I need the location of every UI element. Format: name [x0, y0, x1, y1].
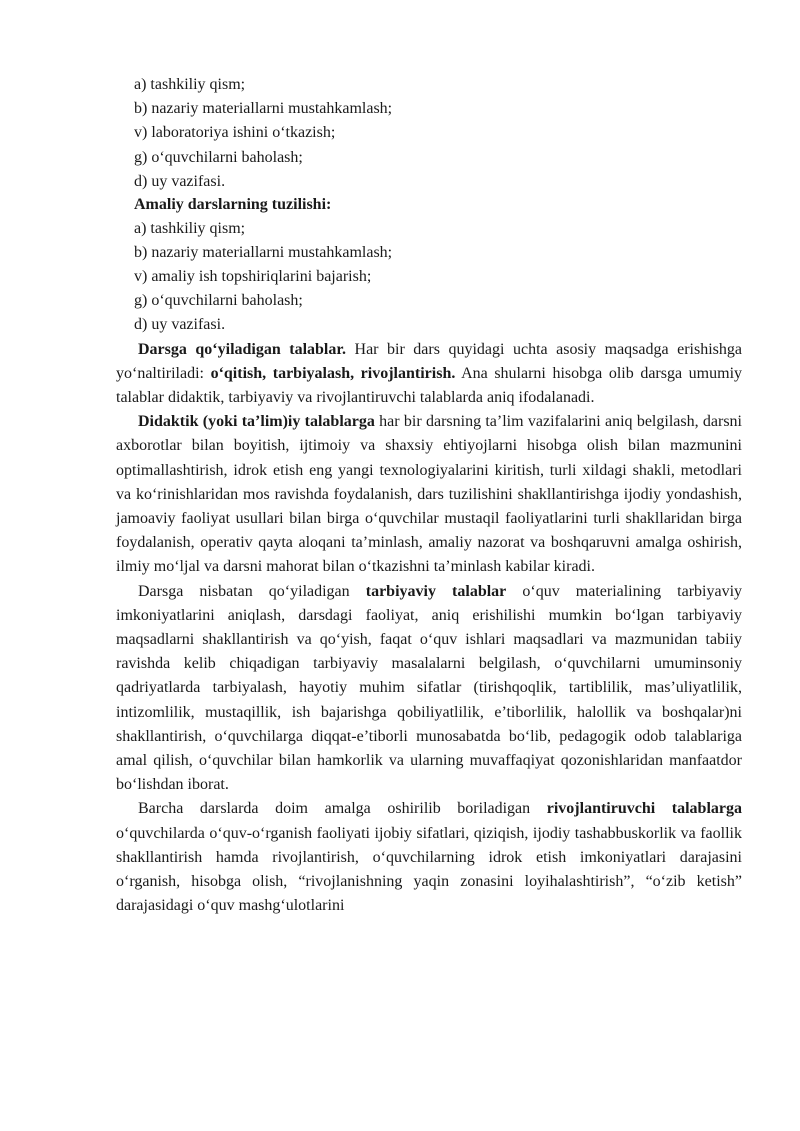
paragraph-text: Darsga nisbatan qo‘yiladigan — [138, 582, 366, 600]
bold-term: rivojlantiruvchi talablarga — [546, 800, 742, 818]
paragraph-didactic-requirements — [116, 410, 742, 579]
list-item: g) o‘quvchilarni baholash; — [134, 148, 303, 166]
paragraph-text: Ana shularni hisobga olib darsga umumiy talablar didaktik, tarbiyaviy va rivojlantiruvchi talablarda aniq ifodalanadi. — [116, 364, 743, 406]
practical-lesson-structure-list — [116, 217, 742, 338]
section-heading: Amaliy darslarning tuzilishi: — [134, 196, 332, 214]
list-item: v) amaliy ish topshiriqlarini bajarish; — [134, 267, 372, 285]
lesson-structure-list — [116, 73, 742, 194]
list-item: g) o‘quvchilarni baholash; — [134, 292, 303, 310]
paragraph-text: o‘quvchilarda o‘quv-o‘rganish faoliyati ijobiy sifatlari, qiziqish, ijodiy tashabbuskorlik va faollik shakllantirish hamda rivojlantirish, o‘quvchilarning idrok etish imkoniyatlari darajasini o‘rganish, hisobga olish, “rivojlanishning yaqin zonasini loyihalashtirish”, “o‘zib ketish” darajasidagi o‘quv mashg‘ulotlarini — [116, 824, 742, 915]
paragraph-developmental-requirements — [116, 797, 742, 918]
paragraph-lesson-requirements — [116, 338, 742, 411]
bold-term: Darsga qo‘yiladigan talablar. — [138, 340, 347, 358]
document-page — [116, 73, 742, 918]
bold-term: Didaktik (yoki ta’lim)iy talablarga — [138, 413, 375, 431]
list-item: d) uy vazifasi. — [134, 316, 226, 334]
paragraph-text: har bir darsning ta’lim vazifalarini aniq belgilash, darsni axborotlar bilan boyitish, ijtimoiy va shaxsiy ehtiyojlarni hisobga olish bilan mazmunini optimallashtirish, idrok etish eng yangi texnologiyalarini kiritish, turli xildagi shakli, metodlari va ko‘rinishlaridan mos ravishda foydalanish, dars tuzilishini shakllantirishga ijodiy yondashish, jamoaviy faoliyat usullari bilan birga o‘quvchilar mustaqil faoliyatlarini turli shakllaridan birga foydalanish, operativ qayta aloqani ta’minlash, amaliy nazorat va boshqaruvni amalga oshirish, ilmiy mo‘ljal va darsni mahorat bilan o‘tkazishni ta’minlash kabilar kiradi. — [116, 413, 742, 576]
bold-term: tarbiyaviy talablar — [365, 582, 507, 600]
bold-term: o‘qitish, tarbiyalash, rivojlantirish. — [210, 364, 456, 382]
list-item: b) nazariy materiallarni mustahkamlash; — [134, 100, 393, 118]
list-item: a) tashkiliy qism; — [134, 76, 246, 93]
list-item: b) nazariy materiallarni mustahkamlash; — [134, 243, 393, 261]
paragraph-text: Barcha darslarda doim amalga oshirilib boriladigan — [138, 800, 547, 818]
list-item: d) uy vazifasi. — [134, 172, 226, 190]
paragraph-educational-requirements — [116, 580, 742, 798]
list-item: a) tashkiliy qism; — [134, 219, 246, 237]
paragraph-text: Har bir dars quyidagi uchta asosiy maqsadga erishishga yo‘naltiriladi: — [116, 340, 742, 382]
list-item: v) laboratoriya ishini o‘tkazish; — [134, 124, 336, 142]
paragraph-text: o‘quv materialining tarbiyaviy imkoniyatlarini aniqlash, darsdagi faoliyat, aniq erishilishi mumkin bo‘lgan tarbiyaviy maqsadlarni shakllantirish va qo‘yish, faqat o‘quv ishlari maqsadlari va mazmunidan tabiiy ravishda kelib chiqadigan tarbiyaviy masalalarni belgilash, o‘quvchilarni umuminsoniy qadriyatlarda tarbiyalash, hayotiy muhim sifatlar (tirishqoqlik, tartiblilik, mas’uliyatlilik, intizomlilik, mustaqillik, ish bajarishga qobiliyatlilik, e’tiborlilik, halollik va boshqalar)ni shakllantirish, o‘quvchilarga diqqat-e’tiborli munosabatda bo‘lib, pedagogik odob talablariga amal qilish, o‘quvchilar bilan hamkorlik va ularning muvaffaqiyat qozonishlaridan manfaatdor bo‘lishdan iborat. — [116, 582, 743, 794]
